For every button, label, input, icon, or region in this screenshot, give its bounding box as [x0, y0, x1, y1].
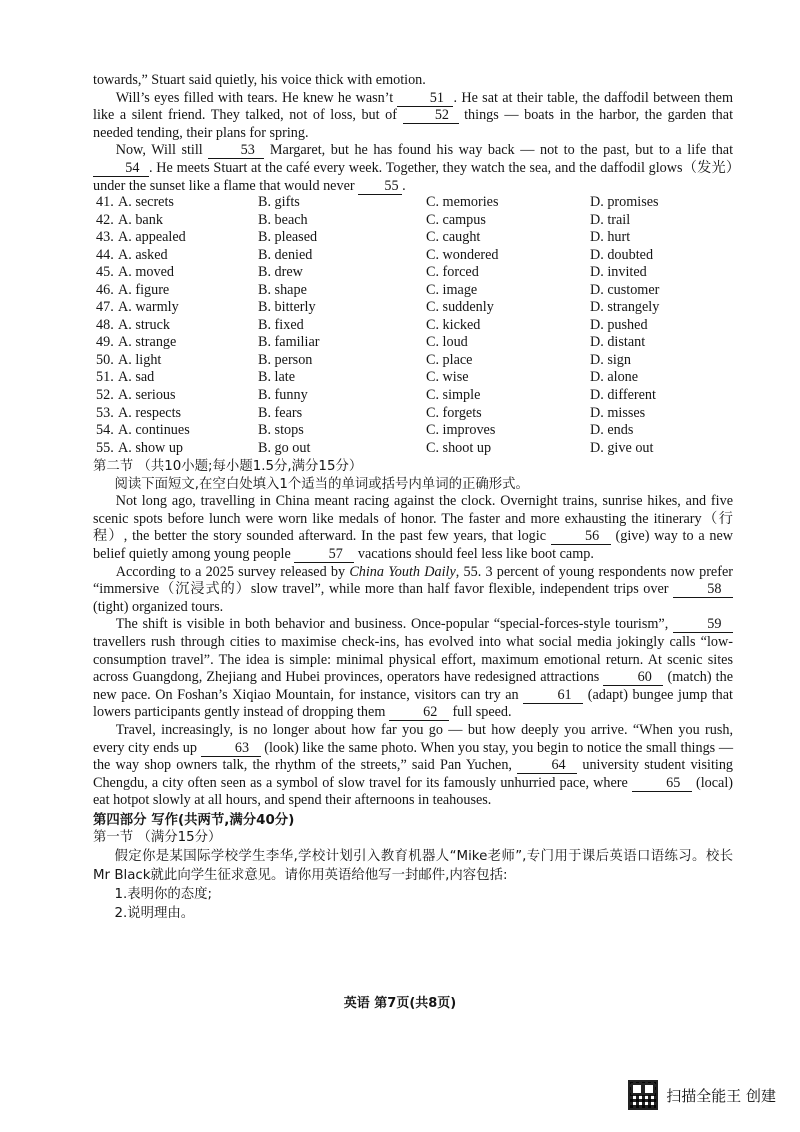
question-number: 52. — [96, 387, 114, 404]
option-d: D. invited — [590, 264, 647, 281]
option-a: A. figure — [118, 281, 170, 298]
blank-60: 60 — [603, 670, 663, 686]
option-a: A. warmly — [118, 299, 179, 316]
option-row — [96, 334, 716, 352]
option-b: B. denied — [258, 246, 313, 263]
option-a: A. appealed — [118, 229, 186, 246]
option-b: B. late — [258, 369, 296, 386]
question-number: 47. — [96, 299, 114, 316]
passage-paragraph: Now, Will still 53 Margaret, but he has found his way back — not to the past, but to a life that 54 . He meets Stuart at the café every week. Together, they watch the sea, and the daffodil glows（发光）under the sunset like a flame that would never 55 . — [93, 142, 734, 194]
part-heading: 第四部分 写作(共两节,满分40分) — [93, 812, 295, 828]
option-a: A. continues — [118, 422, 190, 439]
passage-paragraph: According to a 2025 survey released by China Youth Daily, 55. 3 percent of young respondents now prefer “immersive（沉浸式的）slow travel”, while more than half favor flexible, independent trips over 58 (tight) organized tours. — [93, 563, 733, 615]
option-b: B. person — [258, 351, 313, 368]
blank-52: 52 — [403, 108, 459, 124]
writing-prompt: 假定你是某国际学校学生李华,学校计划引入教育机器人“Mike老师”,专门用于课后英语口语练习。校长Mr Black就此向学生征求意见。请你用英语给他写一封邮件,内容包括: — [93, 849, 733, 884]
option-b: B. pleased — [258, 229, 318, 246]
section-instruction: 阅读下面短文,在空白处填入1个适当的单词或括号内单词的正确形式。 — [114, 476, 529, 492]
option-a: A. struck — [118, 316, 171, 333]
option-c: C. forced — [426, 264, 479, 281]
source-name: China Youth Daily — [349, 563, 456, 580]
answer-options — [96, 194, 716, 457]
option-c: C. suddenly — [426, 299, 494, 316]
question-number: 42. — [96, 211, 114, 228]
option-b: B. bitterly — [258, 299, 316, 316]
grammar-fill-section — [93, 458, 733, 923]
blank-54: 54 — [93, 161, 149, 177]
cloze-passage-end — [93, 72, 733, 195]
question-number: 43. — [96, 229, 114, 246]
option-row — [96, 247, 716, 265]
requirement-item: 2.说明理由。 — [114, 906, 195, 922]
option-b: B. gifts — [258, 194, 300, 210]
blank-64: 64 — [517, 758, 577, 774]
requirement-item: 1.表明你的态度; — [114, 887, 213, 903]
question-number: 44. — [96, 246, 114, 263]
page-footer: 英语 第7页(共8页) — [343, 996, 457, 1011]
blank-65: 65 — [632, 776, 692, 792]
option-c: C. place — [426, 351, 473, 368]
qr-code-icon — [628, 1080, 658, 1110]
option-row — [96, 299, 716, 317]
option-d: D. doubted — [590, 246, 654, 263]
option-d: D. different — [590, 387, 656, 404]
option-d: D. alone — [590, 369, 639, 386]
option-d: D. hurt — [590, 229, 631, 246]
option-b: B. drew — [258, 264, 303, 281]
option-row — [96, 440, 716, 458]
option-b: B. fixed — [258, 316, 304, 333]
option-b: B. funny — [258, 387, 308, 404]
option-c: C. wondered — [426, 246, 499, 263]
scanner-watermark — [628, 1080, 776, 1110]
option-c: C. campus — [426, 211, 486, 228]
option-d: D. trail — [590, 211, 631, 228]
option-a: A. bank — [118, 211, 163, 228]
option-b: B. go out — [258, 439, 311, 456]
option-c: C. forgets — [426, 404, 482, 421]
section-heading: 第二节 （共10小题;每小题1.5分,满分15分） — [93, 459, 363, 474]
question-number: 55. — [96, 439, 114, 456]
blank-63: 63 — [201, 741, 261, 757]
option-a: A. show up — [118, 439, 184, 456]
question-number: 41. — [96, 194, 114, 210]
question-number: 49. — [96, 334, 114, 351]
option-d: D. customer — [590, 281, 660, 298]
option-d: D. pushed — [590, 316, 648, 333]
blank-55: 55 — [358, 179, 402, 195]
option-row — [96, 369, 716, 387]
option-c: C. kicked — [426, 316, 481, 333]
option-row — [96, 194, 716, 212]
blank-59: 59 — [673, 617, 733, 633]
subsection-heading: 第一节 （满分15分） — [93, 830, 222, 846]
option-d: D. sign — [590, 351, 631, 368]
option-row — [96, 387, 716, 405]
scanner-label: 扫描全能王 创建 — [666, 1086, 776, 1105]
question-number: 53. — [96, 404, 114, 421]
passage-paragraph: Travel, increasingly, is no longer about how far you go — but how deeply you arrive. “When you rush, every city ends up 63 (look) like the same photo. When you stay, you begin to notice the small things — the way shop owners talk, the rhythm of the streets,” said Pan Yuchen, 64 university student visiting Chengdu, a city often seen as a symbol of slow travel for its famously unhurried pace, where 65 (local) eat hotpot slowly at all hours, and spend their afternoons in teahouses. — [93, 721, 734, 809]
option-a: A. light — [118, 351, 162, 368]
option-c: C. wise — [426, 369, 469, 386]
option-a: A. serious — [118, 387, 176, 404]
option-c: C. improves — [426, 422, 496, 439]
option-c: C. loud — [426, 334, 468, 351]
option-row — [96, 282, 716, 300]
option-row — [96, 405, 716, 423]
option-a: A. moved — [118, 264, 174, 281]
blank-57: 57 — [294, 547, 354, 563]
passage-line: towards,” Stuart said quietly, his voice thick with emotion. — [93, 72, 426, 88]
option-c: C. image — [426, 281, 478, 298]
option-d: D. give out — [590, 439, 654, 456]
option-a: A. sad — [118, 369, 155, 386]
blank-53: 53 — [208, 143, 264, 159]
option-row — [96, 264, 716, 282]
question-number: 54. — [96, 422, 114, 439]
blank-62: 62 — [389, 705, 449, 721]
question-number: 48. — [96, 316, 114, 333]
option-row — [96, 229, 716, 247]
blank-56: 56 — [551, 529, 611, 545]
option-b: B. stops — [258, 422, 304, 439]
passage-paragraph: Will’s eyes filled with tears. He knew he wasn’t 51 . He sat at their table, the daffodil between them like a silent friend. They talked, not of loss, but of 52 things — boats in the harbor, the garden that needed tending, their plans for spring. — [93, 89, 734, 141]
option-c: C. shoot up — [426, 439, 492, 456]
question-number: 50. — [96, 351, 114, 368]
option-a: A. respects — [118, 404, 182, 421]
option-c: C. caught — [426, 229, 481, 246]
passage-paragraph: The shift is visible in both behavior and business. Once-popular “special-forces-style tourism”, 59 travellers rush through cities to maximise check-ins, has evolved into what social media jokingly calls “low-consumption travel”. The idea is simple: minimal physical effort, maximum emotional return. At scenic sites across Guangdong, Zhejiang and Hubei provinces, operators have redesigned attractions 60 (match) the new pace. On Foshan’s Xiqiao Mountain, for instance, visitors can try an 61 (adapt) bungee jump that lowers participants gently instead of dropping them 62 full speed. — [93, 616, 734, 721]
question-number: 46. — [96, 281, 114, 298]
option-b: B. fears — [258, 404, 303, 421]
option-b: B. familiar — [258, 334, 320, 351]
option-c: C. memories — [426, 194, 499, 210]
option-row — [96, 422, 716, 440]
option-row — [96, 317, 716, 335]
passage-paragraph: Not long ago, travelling in China meant racing against the clock. Overnight trains, sunrise hikes, and five scenic spots before lunch were worn like medals of honor. The faster and more exhausting the itinerary（行程）, the better the story sounded afterward. In the past few years, that logic 56 (give) way to a new belief quietly among young people 57 vacations should feel less like boot camp. — [93, 493, 734, 562]
option-row — [96, 352, 716, 370]
blank-58: 58 — [673, 582, 733, 598]
blank-61: 61 — [523, 688, 583, 704]
option-d: D. strangely — [590, 299, 660, 316]
option-a: A. strange — [118, 334, 177, 351]
question-number: 51. — [96, 369, 114, 386]
option-b: B. shape — [258, 281, 307, 298]
question-number: 45. — [96, 264, 114, 281]
option-a: A. secrets — [118, 194, 174, 210]
option-c: C. simple — [426, 387, 481, 404]
option-d: D. distant — [590, 334, 646, 351]
option-a: A. asked — [118, 246, 168, 263]
option-d: D. misses — [590, 404, 646, 421]
option-b: B. beach — [258, 211, 308, 228]
option-row — [96, 212, 716, 230]
option-d: D. promises — [590, 194, 659, 210]
blank-51: 51 — [397, 91, 453, 107]
option-d: D. ends — [590, 422, 634, 439]
